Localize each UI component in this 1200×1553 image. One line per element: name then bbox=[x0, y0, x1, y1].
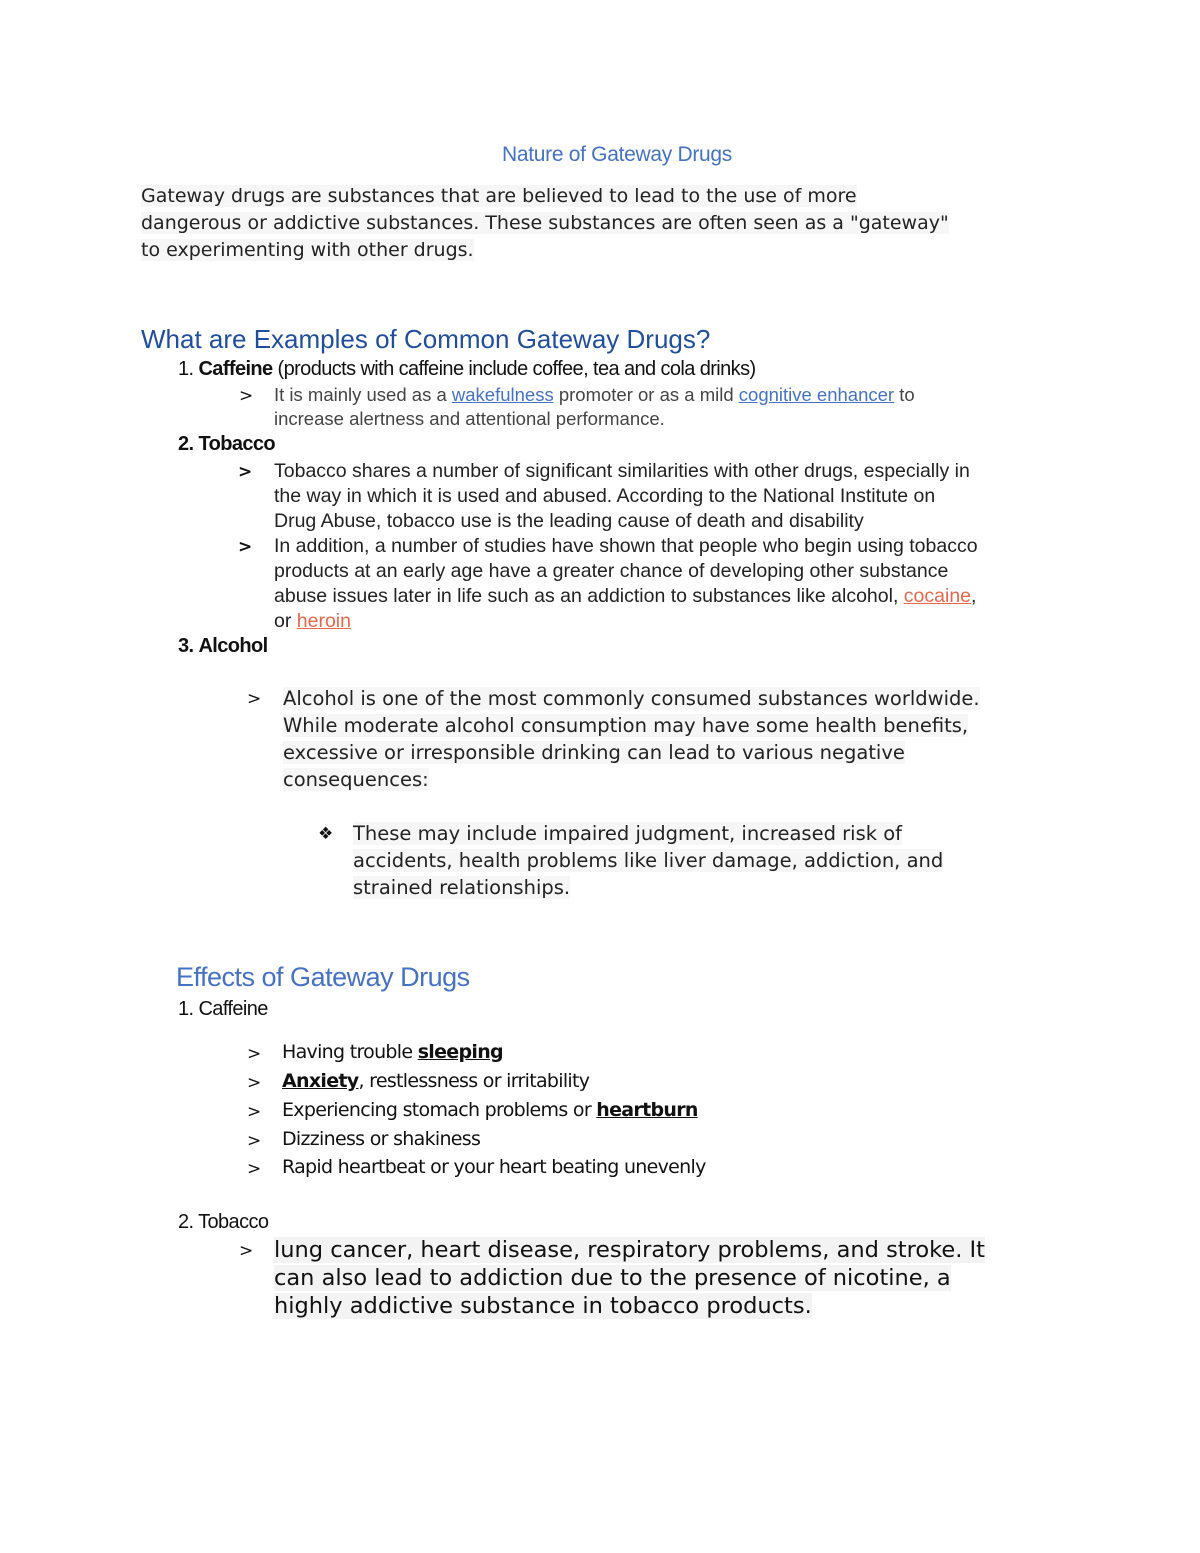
caffeine-note: (products with caffeine include coffee, tea and cola drinks) bbox=[277, 358, 756, 380]
intro-line-3: to experimenting with other drugs. bbox=[141, 239, 474, 261]
arrow-bullet-icon: > bbox=[247, 1044, 262, 1064]
effects-tobacco-number: 2. bbox=[178, 1211, 194, 1233]
arrow-bullet-icon: > bbox=[247, 689, 262, 709]
arrow-bullet-icon: > bbox=[247, 1073, 262, 1093]
alcohol-sub-bullet bbox=[353, 820, 1073, 901]
arrow-bullet-icon: > bbox=[247, 1102, 262, 1122]
caffeine-bullet-pre: It is mainly used as a bbox=[274, 384, 447, 405]
intro-line-2: dangerous or addictive substances. These substances are often seen as a "gateway" bbox=[141, 212, 949, 234]
tobacco-effects-line-1: lung cancer, heart disease, respiratory problems, and stroke. It bbox=[274, 1237, 985, 1263]
arrow-bullet-icon: > bbox=[247, 1159, 262, 1179]
effects-caffeine-item bbox=[178, 998, 268, 1021]
caffeine-bullet bbox=[274, 383, 1074, 431]
arrow-bullet-icon: > bbox=[239, 386, 254, 406]
wakefulness-link[interactable]: wakefulness bbox=[451, 384, 554, 405]
cognitive-enhancer-link[interactable]: cognitive enhancer bbox=[738, 384, 895, 405]
effects-caffeine-name: Caffeine bbox=[198, 998, 268, 1020]
tobacco-b1-line-2: the way in which it is used and abused. According to the National Institute on bbox=[274, 485, 936, 507]
diamond-bullet-icon: ❖ bbox=[318, 824, 334, 844]
alcohol-b1-line-1: Alcohol is one of the most commonly consumed substances worldwide. bbox=[283, 687, 980, 710]
caffeine-bullet-post: to bbox=[899, 384, 915, 405]
alcohol-number: 3. bbox=[178, 635, 194, 657]
arrow-bullet-icon: > bbox=[239, 1241, 254, 1261]
alcohol-sub-line-1: These may include impaired judgment, increased risk of bbox=[353, 822, 903, 845]
examples-heading: What are Examples of Common Gateway Drugs? bbox=[141, 324, 711, 354]
alcohol-item bbox=[178, 635, 268, 658]
doc-title: Nature of Gateway Drugs bbox=[501, 143, 733, 166]
cocaine-link[interactable]: cocaine bbox=[903, 585, 972, 607]
tobacco-b2-line-1: In addition, a number of studies have shown that people who begin using tobacco bbox=[274, 535, 978, 557]
heartburn-link: heartburn bbox=[596, 1099, 698, 1121]
caffeine-name: Caffeine bbox=[198, 358, 273, 380]
tobacco-b2-line-4: or bbox=[274, 610, 292, 632]
effect-1 bbox=[282, 1041, 503, 1063]
effects-tobacco-item bbox=[178, 1211, 268, 1234]
tobacco-effects-line-3: highly addictive substance in tobacco products. bbox=[274, 1293, 812, 1319]
arrow-bullet-icon: > bbox=[247, 1131, 262, 1151]
tobacco-b1-line-3: Drug Abuse, tobacco use is the leading cause of death and disability bbox=[274, 510, 864, 532]
caffeine-bullet-line-2: increase alertness and attentional performance. bbox=[274, 408, 665, 429]
caffeine-number: 1. bbox=[178, 358, 194, 380]
alcohol-sub-line-3: strained relationships. bbox=[353, 876, 571, 899]
tobacco-bullet-2 bbox=[274, 534, 1074, 634]
effects-tobacco-name: Tobacco bbox=[198, 1211, 269, 1233]
tobacco-b2-line-2: products at an early age have a greater chance of developing other substance bbox=[274, 560, 949, 582]
tobacco-b1-line-1: Tobacco shares a number of significant similarities with other drugs, especially in bbox=[274, 460, 970, 482]
effect-4: Dizziness or shakiness bbox=[282, 1128, 481, 1150]
effect-2 bbox=[282, 1070, 589, 1092]
arrow-bullet-icon: > bbox=[238, 537, 253, 557]
tobacco-b2-line-3: abuse issues later in life such as an addiction to substances like alcohol, bbox=[274, 585, 899, 607]
tobacco-item bbox=[178, 433, 275, 456]
anxiety-link: Anxiety bbox=[282, 1070, 359, 1092]
tobacco-name: Tobacco bbox=[198, 433, 276, 455]
sleeping-link: sleeping bbox=[417, 1041, 503, 1063]
tobacco-effects-line-2: can also lead to addiction due to the presence of nicotine, a bbox=[274, 1265, 951, 1291]
effect-3 bbox=[282, 1099, 698, 1121]
effect-3-text: Experiencing stomach problems or bbox=[282, 1099, 591, 1121]
caffeine-bullet-mid: promoter or as a mild bbox=[558, 384, 734, 405]
effects-caffeine-number: 1. bbox=[178, 998, 194, 1020]
alcohol-sub-line-2: accidents, health problems like liver damage, addiction, and bbox=[353, 849, 944, 872]
tobacco-bullet-1 bbox=[274, 459, 1074, 534]
effect-5: Rapid heartbeat or your heart beating unevenly bbox=[282, 1156, 706, 1178]
caffeine-item bbox=[178, 358, 756, 381]
effect-2-text: , restlessness or irritability bbox=[358, 1070, 590, 1092]
alcohol-b1-line-4: consequences: bbox=[283, 768, 429, 791]
alcohol-b1-line-2: While moderate alcohol consumption may have some health benefits, bbox=[283, 714, 969, 737]
arrow-bullet-icon: > bbox=[238, 462, 253, 482]
alcohol-bullet bbox=[283, 685, 1083, 793]
tobacco-effects-bullet bbox=[274, 1236, 1074, 1320]
effects-heading: Effects of Gateway Drugs bbox=[176, 962, 470, 992]
intro-line-1: Gateway drugs are substances that are believed to lead to the use of more bbox=[141, 185, 857, 207]
heroin-link[interactable]: heroin bbox=[296, 610, 351, 632]
tobacco-number: 2. bbox=[178, 433, 194, 455]
alcohol-name: Alcohol bbox=[198, 635, 268, 657]
alcohol-b1-line-3: excessive or irresponsible drinking can lead to various negative bbox=[283, 741, 905, 764]
effect-1-text: Having trouble bbox=[282, 1041, 413, 1063]
intro-paragraph bbox=[141, 183, 1081, 264]
comma: , bbox=[971, 585, 977, 607]
